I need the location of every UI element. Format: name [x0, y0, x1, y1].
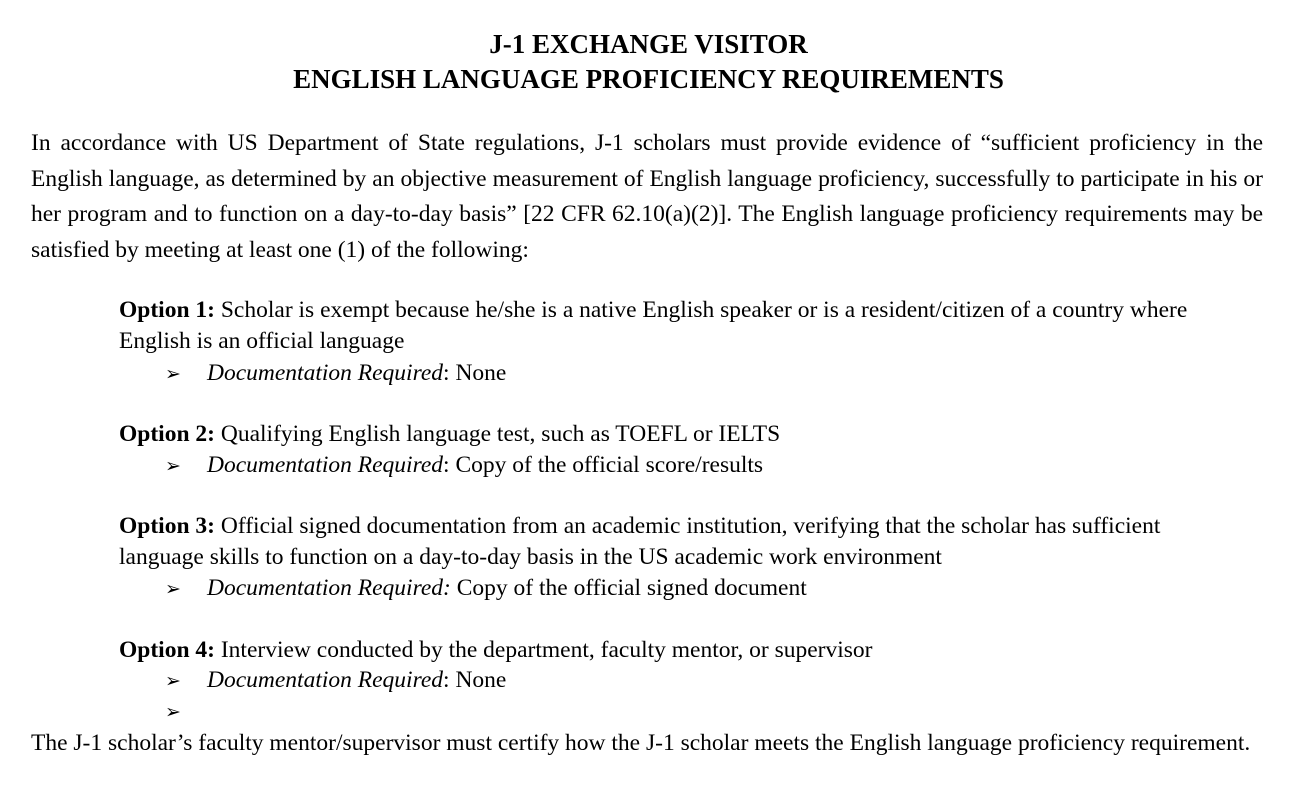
option-4: [119, 635, 1249, 666]
documentation-required-value: : None: [443, 360, 507, 386]
option-3-label: Option 3:: [119, 513, 215, 539]
option-1: [119, 295, 1249, 357]
option-3-documentation: [165, 573, 807, 605]
option-2: [119, 419, 1249, 450]
documentation-required-label: Documentation Required: [207, 452, 444, 478]
documentation-required-value: Copy of the official signed document: [450, 575, 807, 601]
arrowhead-bullet-icon: ➢: [165, 578, 181, 600]
option-1-label: Option 1:: [119, 297, 215, 323]
closing-paragraph: The J-1 scholar’s faculty mentor/supervisor must certify how the J-1 scholar meets the English language proficiency requirement.: [31, 730, 1251, 756]
option-4-text: Interview conducted by the department, faculty mentor, or supervisor: [214, 637, 873, 663]
option-2-documentation: [165, 450, 763, 482]
option-2-text: Qualifying English language test, such as TOEFL or IELTS: [214, 421, 781, 447]
document-title-line-2: ENGLISH LANGUAGE PROFICIENCY REQUIREMENTS: [293, 64, 1004, 94]
option-1-documentation: [165, 358, 506, 390]
empty-bullet: [165, 696, 207, 728]
documentation-required-label: Documentation Required: [207, 360, 444, 386]
documentation-required-label: Documentation Required:: [207, 575, 451, 601]
document-title-line-1: J-1 EXCHANGE VISITOR: [489, 29, 808, 59]
option-3: [119, 511, 1249, 573]
arrowhead-bullet-icon: ➢: [165, 363, 181, 385]
option-4-documentation: [165, 665, 506, 697]
documentation-required-label: Documentation Required: [207, 667, 444, 693]
arrowhead-bullet-icon: ➢: [165, 701, 181, 723]
documentation-required-value: : Copy of the official score/results: [443, 452, 764, 478]
arrowhead-bullet-icon: ➢: [165, 670, 181, 692]
intro-paragraph: In accordance with US Department of State regulations, J-1 scholars must provide evidence of “sufficient proficiency in the English language, as determined by an objective measurement of English language proficiency, successfully to participate in his or her program and to function on a day-to-day basis” [22 CFR 62.10(a)(2)]. The English language proficiency requirements may be satisfied by meeting at least one (1) of the following:: [31, 130, 1263, 263]
option-3-text: Official signed documentation from an academic institution, verifying that the scholar has sufficient language skills to function on a day-to-day basis in the US academic work environment: [119, 513, 1161, 570]
arrowhead-bullet-icon: ➢: [165, 455, 181, 477]
option-4-label: Option 4:: [119, 637, 215, 663]
option-1-text: Scholar is exempt because he/she is a native English speaker or is a resident/citizen of a country where English is an official language: [119, 297, 1188, 354]
documentation-required-value: : None: [443, 667, 507, 693]
option-2-label: Option 2:: [119, 421, 215, 447]
